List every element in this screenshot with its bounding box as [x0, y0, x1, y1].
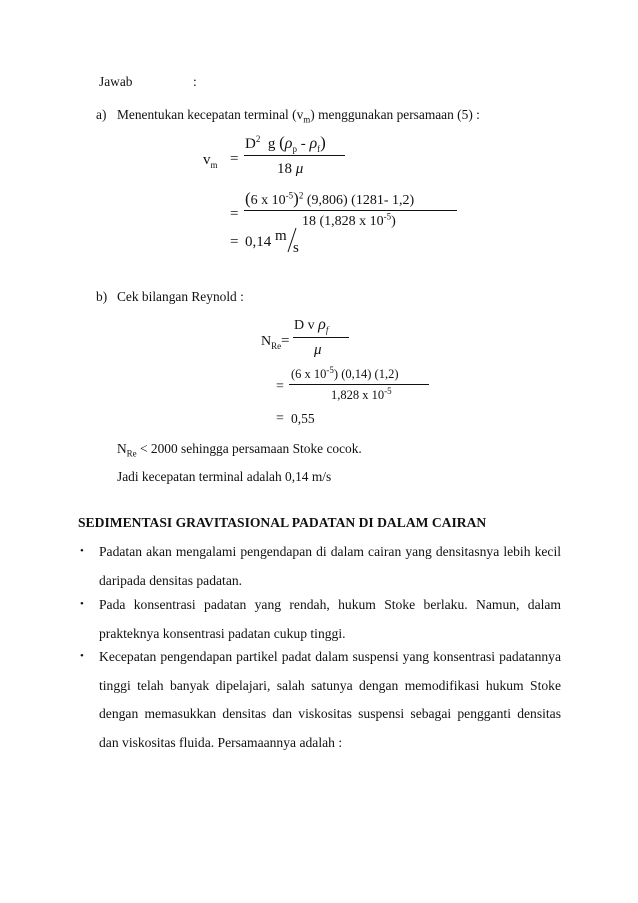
- equals-4: =: [281, 333, 290, 349]
- bullet-dot-1: •: [80, 545, 84, 557]
- fraction-bar-2: [244, 210, 457, 211]
- vm-symbol: $v_m$: [203, 152, 218, 170]
- stokes-denominator: 18 μ: [277, 161, 304, 177]
- fraction-bar-4: [289, 384, 429, 385]
- part-b-label: b): [96, 289, 108, 304]
- equals-1: =: [230, 151, 239, 167]
- part-a-label: a): [96, 107, 107, 122]
- reynolds-numerator: D v $\rho_f$: [294, 316, 329, 335]
- substitution-denominator: 18 (1,828 x $10^{-5}$): [302, 211, 396, 229]
- section-heading: SEDIMENTASI GRAVITASIONAL PADATAN DI DALAM CAIRAN: [78, 515, 487, 530]
- equals-5: =: [276, 379, 284, 394]
- equals-6: =: [276, 411, 284, 426]
- nre-symbol: $N_{Re}$: [261, 334, 282, 351]
- substitution-numerator: (6 x $10^{-5})^2$ (9,806) (1281- 1,2): [245, 189, 415, 208]
- part-b-text: Cek bilangan Reynold :: [117, 289, 244, 304]
- bullet-text-2: Pada konsentrasi padatan yang rendah, hukum Stoke berlaku. Namun, dalam prakteknya konsentrasi padatan cukup tinggi.: [99, 597, 561, 641]
- conclusion-line-1: $N_{Re} < 2000$ sehingga persamaan Stoke cocok.: [117, 441, 362, 459]
- equals-2: =: [230, 206, 239, 222]
- reynolds-denominator: μ: [314, 342, 322, 358]
- reynolds-sub-numerator: (6 x $10^{-5}$) (0,14) (1,2): [291, 364, 399, 381]
- fraction-bar-1: [244, 155, 345, 156]
- answer-label: Jawab: [99, 74, 133, 89]
- answer-colon: :: [193, 74, 197, 89]
- bullet-text-3: Kecepatan pengendapan partikel padat dalam suspensi yang konsentrasi padatannya tinggi telah banyak dipelajari, salah satunya dengan memodifikasi hukum Stoke dengan memasukkan densitas dan viskositas suspensi sebagai pengganti densitas dan viskositas fluida. Persamaannya adalah :: [99, 649, 561, 750]
- result-value-b: 0,55: [291, 411, 315, 426]
- result-value-a: 0,14: [245, 234, 272, 250]
- part-a-text: Menentukan kecepatan terminal $(v_m)$ menggunakan persamaan (5) :: [117, 107, 480, 125]
- conclusion-line-2: Jadi kecepatan terminal adalah 0,14 m/s: [117, 469, 332, 484]
- unit-meter: m: [275, 228, 287, 244]
- bullet-dot-3: •: [80, 650, 84, 662]
- equals-3: =: [230, 234, 239, 250]
- unit-second: s: [293, 240, 299, 256]
- bullet-text-1: Padatan akan mengalami pengendapan di dalam cairan yang densitasnya lebih kecil daripada densitas padatan.: [99, 544, 561, 588]
- reynolds-sub-denominator: 1,828 x $10^{-5}$: [331, 385, 392, 402]
- bullet-dot-2: •: [80, 598, 84, 610]
- fraction-bar-3: [293, 337, 349, 338]
- stokes-numerator: $D^2$ g $(\rho_p - \rho_f)$: [245, 133, 326, 154]
